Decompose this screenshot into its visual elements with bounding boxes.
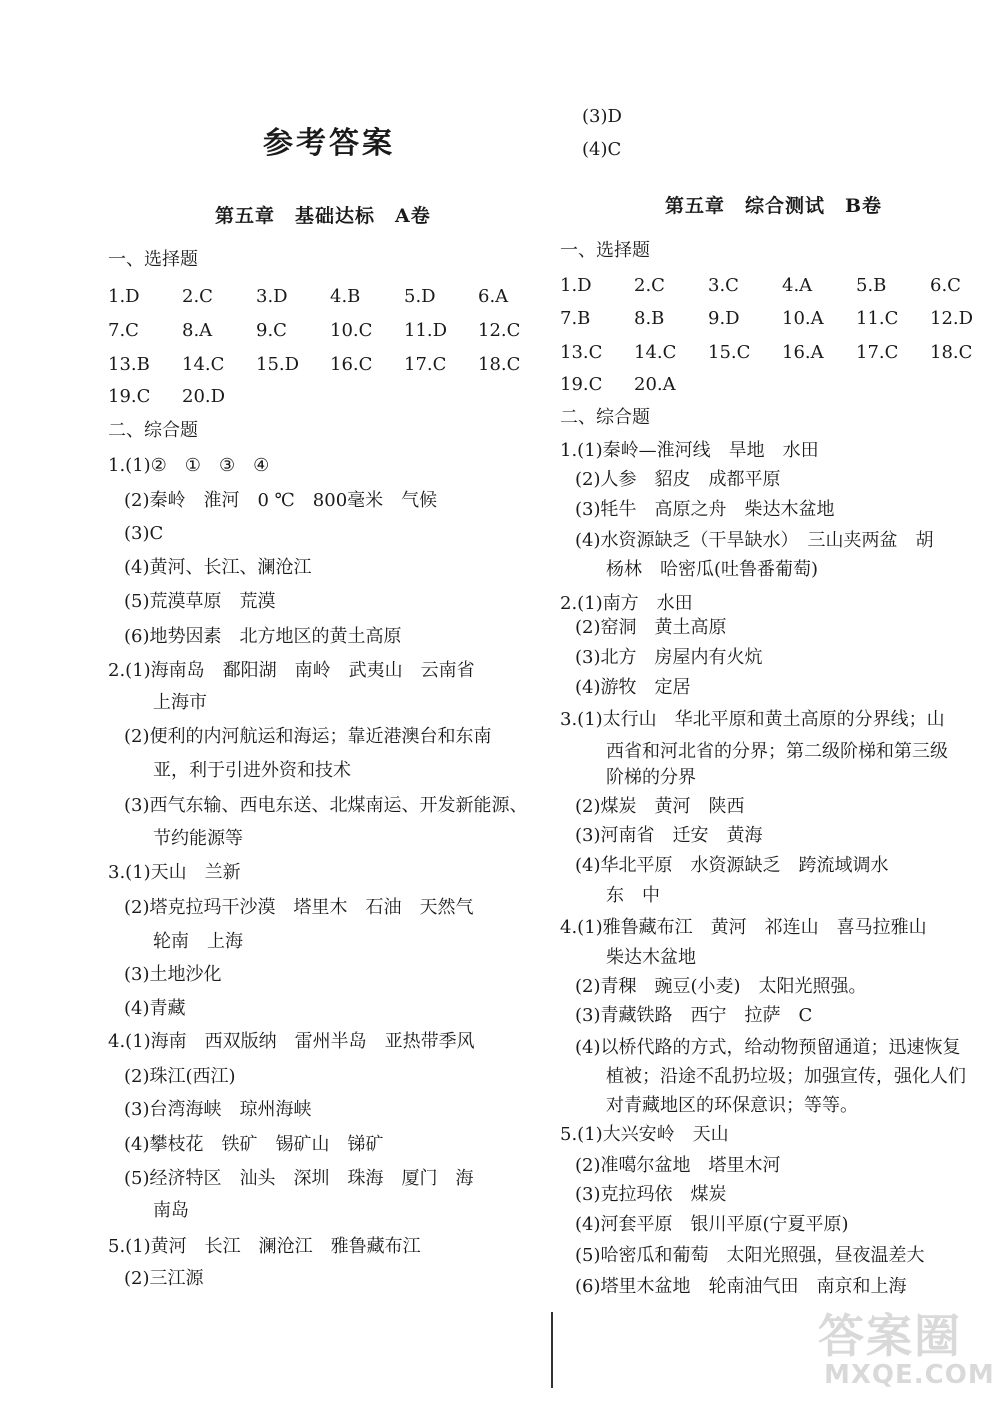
choice-answer: 19.C — [108, 386, 151, 407]
answer-line: (3)台湾海峡 琼州海峡 — [124, 1099, 312, 1120]
answer-line: (5)哈密瓜和葡萄 太阳光照强，昼夜温差大 — [575, 1245, 925, 1266]
choice-answer: 20.A — [634, 374, 676, 395]
choice-answer: 3.D — [256, 286, 288, 307]
answer-line: 南岛 — [153, 1200, 189, 1221]
choice-answer: 8.A — [182, 320, 213, 341]
answer-line: (3)西气东输、西电东送、北煤南运、开发新能源、 — [124, 795, 528, 816]
answer-line: 西省和河北省的分界；第二级阶梯和第三级 — [606, 741, 948, 762]
choice-answer: 1.D — [560, 275, 592, 296]
choice-answer: 12.C — [478, 320, 521, 341]
answer-line: 2.(1)海南岛 鄱阳湖 南岭 武夷山 云南省 — [108, 660, 475, 681]
choice-answer: 9.D — [708, 308, 740, 329]
choice-answer: 1.D — [108, 286, 140, 307]
answer-line: (2)塔克拉玛干沙漠 塔里木 石油 天然气 — [124, 897, 474, 918]
answer-line: (2)青稞 豌豆(小麦) 太阳光照强。 — [575, 976, 867, 997]
left-section-heading: 第五章 基础达标 A卷 — [215, 205, 431, 227]
choice-answer: 4.B — [330, 286, 361, 307]
choice-answer: 14.C — [182, 354, 225, 375]
answer-line: 5.(1)大兴安岭 天山 — [560, 1124, 729, 1145]
answer-line: (3)D — [582, 106, 622, 127]
page-title: 参考答案 — [263, 126, 395, 161]
answer-line: 轮南 上海 — [153, 931, 243, 952]
choice-answer: 15.C — [708, 342, 751, 363]
answer-line: 1.(1)② ① ③ ④ — [108, 455, 270, 476]
answer-line: 3.(1)太行山 华北平原和黄土高原的分界线；山 — [560, 709, 945, 730]
choice-answer: 10.A — [782, 308, 824, 329]
answer-line: (2)窑洞 黄土高原 — [575, 617, 727, 638]
watermark-url: MXQE.COM — [824, 1360, 995, 1390]
answer-line: 对青藏地区的环保意识；等等。 — [606, 1095, 858, 1116]
answer-line: 2.(1)南方 水田 — [560, 593, 693, 614]
answer-line: 4.(1)海南 西双版纳 雷州半岛 亚热带季风 — [108, 1031, 475, 1052]
answer-line: 3.(1)天山 兰新 — [108, 862, 241, 883]
answer-line: (4)攀枝花 铁矿 锡矿山 锑矿 — [124, 1134, 384, 1155]
answer-line: (3)土地沙化 — [124, 964, 222, 985]
choice-answer: 2.C — [182, 286, 213, 307]
left-comprehensive-label: 二、综合题 — [108, 420, 198, 441]
answer-line: 节约能源等 — [153, 828, 243, 849]
choice-answer: 13.C — [560, 342, 603, 363]
answer-line: (4)青藏 — [124, 998, 186, 1019]
answer-line: 4.(1)雅鲁藏布江 黄河 祁连山 喜马拉雅山 — [560, 917, 927, 938]
choice-answer: 14.C — [634, 342, 677, 363]
choice-answer: 5.B — [856, 275, 887, 296]
answer-line: 阶梯的分界 — [606, 767, 696, 788]
answer-line: (4)水资源缺乏（干旱缺水） 三山夹两盆 胡 — [575, 530, 934, 551]
answer-line: (2)煤炭 黄河 陕西 — [575, 796, 745, 817]
choice-answer: 17.C — [856, 342, 899, 363]
answer-line: (4)以桥代路的方式，给动物预留通道；迅速恢复 — [575, 1037, 961, 1058]
choice-answer: 11.D — [404, 320, 448, 341]
answer-line: (3)河南省 迁安 黄海 — [575, 825, 763, 846]
answer-line: 杨林 哈密瓜(吐鲁番葡萄) — [606, 559, 819, 580]
answer-line: (3)克拉玛依 煤炭 — [575, 1184, 727, 1205]
answer-line: 植被；沿途不乱扔垃圾；加强宣传，强化人们 — [606, 1066, 966, 1087]
choice-answer: 18.C — [930, 342, 973, 363]
choice-answer: 2.C — [634, 275, 665, 296]
answer-line: (2)三江源 — [124, 1268, 204, 1289]
answer-line: (2)秦岭 淮河 0 ℃ 800毫米 气候 — [124, 490, 438, 511]
choice-answer: 5.D — [404, 286, 436, 307]
choice-answer: 20.D — [182, 386, 226, 407]
choice-answer: 12.D — [930, 308, 974, 329]
choice-answer: 18.C — [478, 354, 521, 375]
answer-line: (6)地势因素 北方地区的黄土高原 — [124, 626, 402, 647]
answer-line: (3)牦牛 高原之舟 柴达木盆地 — [575, 499, 835, 520]
choice-answer: 9.C — [256, 320, 287, 341]
answer-line: (2)人参 貂皮 成都平原 — [575, 469, 781, 490]
left-choice-label: 一、选择题 — [108, 249, 198, 270]
answer-line: (6)塔里木盆地 轮南油气田 南京和上海 — [575, 1276, 907, 1297]
answer-line: (4)河套平原 银川平原(宁夏平原) — [575, 1214, 849, 1235]
answer-line: (5)荒漠草原 荒漠 — [124, 591, 276, 612]
answer-line: (2)准噶尔盆地 塔里木河 — [575, 1155, 781, 1176]
answer-line: 5.(1)黄河 长江 澜沧江 雅鲁藏布江 — [108, 1236, 421, 1257]
watermark-text: 答案圈 — [818, 1309, 962, 1363]
choice-answer: 7.C — [108, 320, 139, 341]
choice-answer: 6.A — [478, 286, 509, 307]
choice-answer: 17.C — [404, 354, 447, 375]
watermark-logo — [818, 1300, 994, 1396]
answer-line: (2)珠江(西江) — [124, 1066, 236, 1087]
answer-line: (4)游牧 定居 — [575, 677, 691, 698]
choice-answer: 7.B — [560, 308, 591, 329]
choice-answer: 19.C — [560, 374, 603, 395]
answer-line: (5)经济特区 汕头 深圳 珠海 厦门 海 — [124, 1168, 474, 1189]
answer-line: 柴达木盆地 — [606, 947, 696, 968]
answer-line: (2)便利的内河航运和海运；靠近港澳台和东南 — [124, 726, 492, 747]
choice-answer: 16.C — [330, 354, 373, 375]
choice-answer: 3.C — [708, 275, 739, 296]
choice-answer: 16.A — [782, 342, 824, 363]
choice-answer: 4.A — [782, 275, 813, 296]
answer-line: (4)华北平原 水资源缺乏 跨流域调水 — [575, 855, 889, 876]
right-choice-label: 一、选择题 — [560, 240, 650, 261]
answer-line: 上海市 — [153, 692, 207, 713]
answer-line: (3)青藏铁路 西宁 拉萨 C — [575, 1005, 813, 1026]
answer-line: (4)黄河、长江、澜沧江 — [124, 557, 312, 578]
choice-answer: 6.C — [930, 275, 961, 296]
choice-answer: 10.C — [330, 320, 373, 341]
answer-line: (3)C — [124, 523, 164, 544]
answer-line: 1.(1)秦岭—淮河线 旱地 水田 — [560, 440, 819, 461]
answer-line: 东 中 — [606, 885, 660, 906]
column-divider — [551, 1312, 553, 1388]
answer-line: (3)北方 房屋内有火炕 — [575, 647, 763, 668]
answer-line: (4)C — [582, 139, 622, 160]
choice-answer: 11.C — [856, 308, 899, 329]
answer-line: 亚，利于引进外资和技术 — [153, 760, 351, 781]
choice-answer: 8.B — [634, 308, 665, 329]
right-comprehensive-label: 二、综合题 — [560, 407, 650, 428]
choice-answer: 15.D — [256, 354, 300, 375]
right-section-heading: 第五章 综合测试 B卷 — [665, 195, 883, 217]
choice-answer: 13.B — [108, 354, 150, 375]
